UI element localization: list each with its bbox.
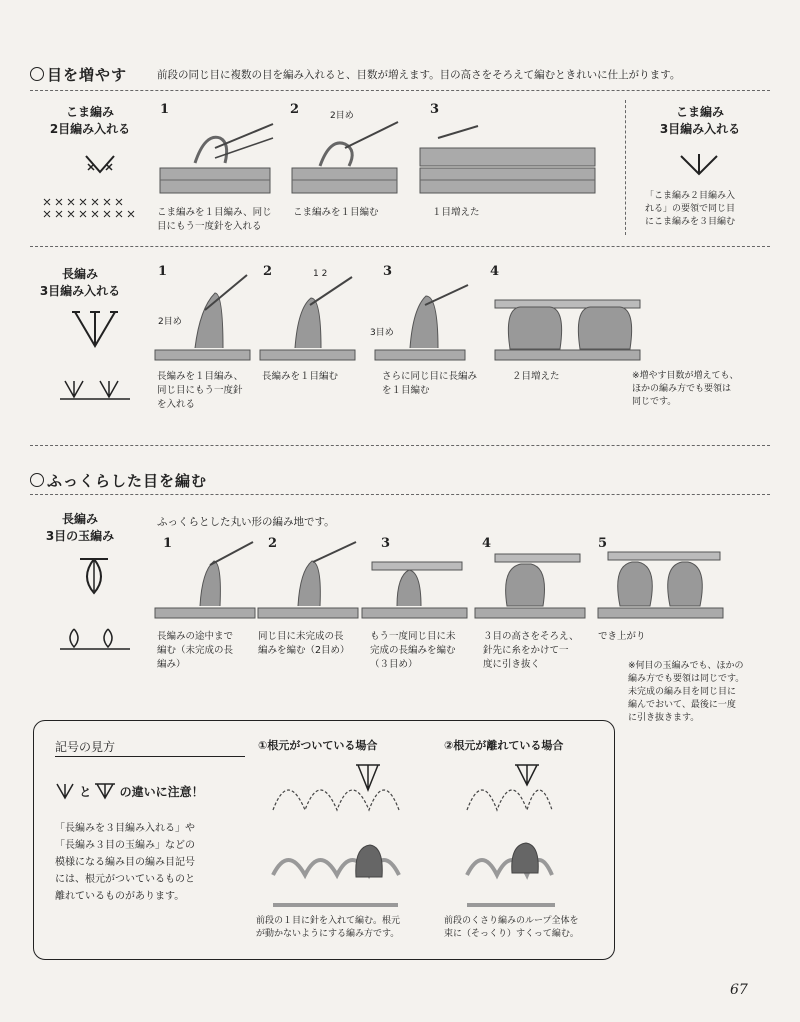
right-note: [645, 190, 735, 229]
caption-line: 束に（そっくり）すくって編む。: [444, 929, 579, 939]
row-label: [35, 104, 145, 138]
bobble-chart-icon: [60, 625, 130, 655]
step-number: 3: [381, 536, 391, 551]
caption-line: 長編みの途中まで: [157, 631, 234, 642]
step-illustration-puff-4: [475, 540, 585, 620]
caption-line: 目にもう一度針を入れる: [157, 221, 262, 232]
caption-line: 針先に糸をかけて一: [483, 645, 569, 656]
note-line: ほかの編み方でも要領は: [632, 384, 732, 394]
circle-icon: [30, 67, 44, 81]
divider: [30, 246, 770, 247]
step-number: 3: [383, 264, 393, 279]
step-illustration-dc-1: [155, 270, 250, 365]
sc3-inc-symbol-icon: [677, 150, 721, 180]
dc3-cluster-symbol-icon: [95, 782, 115, 800]
step-number: 5: [598, 536, 608, 551]
caption-line: が動かないようにする編み方です。: [256, 929, 400, 939]
body-line: 模様になる編み目の編み目記号: [55, 857, 195, 868]
case2-chart-icon: [462, 760, 557, 820]
box-body: [55, 820, 195, 905]
step-number: 2: [263, 264, 273, 279]
note-line: 「こま編み２目編み入: [645, 191, 736, 201]
caption-line: 度に引き抜く: [483, 659, 541, 670]
step-caption: こま編みを１目編む: [293, 207, 379, 218]
divider: [30, 90, 770, 91]
caption-line: 前段のくさり編みのループ全体を: [444, 916, 579, 926]
caption-line: 完成の長編みを編む: [370, 645, 456, 656]
caption-line: を入れる: [157, 399, 196, 410]
case1-chart-icon: [268, 760, 403, 820]
dc3-inc-symbol-icon: [70, 308, 120, 350]
caption-line: 同じ目に未完成の長: [258, 631, 344, 642]
box-subtitle: [55, 782, 204, 800]
subtitle-end: の違いに注意！: [119, 785, 204, 799]
step-illustration-dc-2: [260, 275, 355, 365]
section-title-text: 目を増やす: [47, 66, 128, 84]
step-caption: [157, 630, 233, 672]
case1-caption: [256, 915, 400, 941]
step-illustration-dc-4: [485, 285, 645, 365]
stitch-tag: 2目め: [330, 111, 354, 121]
case1-illustration: [268, 835, 403, 915]
case2-caption: [444, 915, 579, 941]
dc3-chart-icon: [60, 375, 130, 405]
step-illustration-sc-2: [290, 118, 400, 198]
caption-line: を１目編む: [382, 385, 430, 396]
column-divider: [625, 100, 626, 235]
row-label: [35, 511, 125, 545]
caption-line: さらに同じ目に長編み: [382, 371, 478, 382]
case1-title: ①根元がついている場合: [258, 739, 378, 752]
step-caption: [157, 206, 272, 234]
box-title: 記号の見方: [55, 740, 116, 754]
row-label-line: 3目編み入れる: [659, 122, 741, 136]
caption-line: 長編みを１目編み、: [157, 371, 244, 382]
step-caption: [258, 630, 350, 658]
step-number: 4: [482, 536, 492, 551]
bobble-symbol-icon: [76, 555, 112, 597]
caption-line: 編みを編む（2目め）: [258, 645, 350, 656]
step-illustration-sc-3: [418, 118, 598, 198]
step-illustration-puff-5: [598, 540, 723, 620]
subtitle-mid: と: [79, 785, 92, 799]
caption-line: こま編みを１目編み、同じ: [157, 207, 272, 218]
divider: [30, 494, 770, 495]
caption-line: ３目の高さをそろえ、: [483, 631, 579, 642]
case2-illustration: [462, 835, 557, 915]
step-number: 2: [268, 536, 278, 551]
step-illustration-puff-3: [362, 540, 467, 620]
step-caption: でき上がり: [598, 631, 646, 642]
step-caption: 長編みを１目編む: [262, 371, 339, 382]
note-line: 編み方でも要領は同じです。: [628, 674, 745, 684]
circle-icon: [30, 473, 44, 487]
section-intro: 前段の同じ目に複数の目を編み入れると、目数が増えます。目の高さをそろえて編むときれいに仕上がります。: [157, 69, 681, 81]
body-line: 「長編み３目の玉編み」などの: [55, 840, 195, 851]
step-illustration-puff-1: [155, 540, 255, 620]
page-number: 67: [730, 982, 748, 998]
row-label-right: [640, 104, 760, 138]
note-line: 同じです。: [632, 397, 677, 407]
stitch-tag: 2目め: [158, 317, 182, 327]
caption-line: 同じ目にもう一度針: [157, 385, 243, 396]
note-line: ※何目の玉編みでも、ほかの: [628, 661, 744, 671]
step-caption: [483, 630, 579, 672]
stitch-tag: 3目め: [370, 328, 394, 338]
note-line: れる」の要領で同じ目: [645, 204, 736, 214]
row-label: [35, 266, 125, 300]
note-line: ※増やす目数が増えても、: [632, 371, 739, 381]
step-caption: [382, 370, 477, 398]
row-label-line: 2目編み入れる: [49, 122, 131, 136]
caption-line: （３目め）: [370, 659, 418, 670]
row2-note: [632, 370, 739, 409]
row-label-line: こま編み: [65, 105, 114, 119]
caption-line: 編み）: [157, 659, 186, 670]
row-label-line: 3目の玉編み: [45, 529, 115, 543]
note-line: 編んでおいて、最後に一度: [628, 700, 736, 710]
body-line: には、根元がついているものと: [55, 874, 195, 885]
caption-line: もう一度同じ目に未: [370, 631, 456, 642]
step-caption: [157, 370, 243, 412]
step-caption: １目増えた: [432, 207, 480, 218]
step-number: 2: [290, 102, 300, 117]
stitch-tag: 1 2: [313, 269, 328, 279]
caption-line: 編む（未完成の長: [157, 645, 234, 656]
box-title-rule: [55, 756, 245, 757]
step-illustration-dc-3: [370, 275, 470, 365]
step-caption: [370, 630, 456, 672]
step-number: 3: [430, 102, 440, 117]
step-number: 1: [158, 264, 168, 279]
step-number: 4: [490, 264, 500, 279]
row-label-line: こま編み: [675, 105, 724, 119]
dc3-inc-symbol-icon: [55, 782, 75, 800]
step-caption: ２目増えた: [512, 371, 560, 382]
body-line: 「長編みを３目編み入れる」や: [55, 823, 195, 834]
section-intro: ふっくらとした丸い形の編み地です。: [157, 516, 335, 528]
divider: [30, 445, 770, 446]
note-line: にこま編みを３目編む: [645, 217, 736, 227]
section-title-puff: [30, 470, 207, 491]
row-label-line: 3目編み入れる: [39, 284, 121, 298]
section-title-increase: [30, 64, 127, 85]
body-line: 離れているものがあります。: [55, 891, 185, 902]
sc2-inc-symbol-icon: [80, 150, 120, 180]
sc-chart-icon: [40, 195, 140, 225]
caption-line: 前段の１目に針を入れて編む。根元: [256, 916, 401, 926]
row-label-line: 長編み: [61, 267, 98, 281]
row3-note: [628, 660, 744, 725]
note-line: 未完成の編み目を同じ目に: [628, 687, 737, 697]
case2-title: ②根元が離れている場合: [444, 739, 564, 752]
step-illustration-puff-2: [258, 540, 358, 620]
step-illustration-sc-1: [155, 118, 275, 198]
row-label-line: 長編み: [61, 512, 98, 526]
section-title-text: ふっくらした目を編む: [47, 472, 208, 490]
step-number: 1: [160, 102, 170, 117]
note-line: に引き抜きます。: [628, 713, 700, 723]
step-number: 1: [163, 536, 173, 551]
